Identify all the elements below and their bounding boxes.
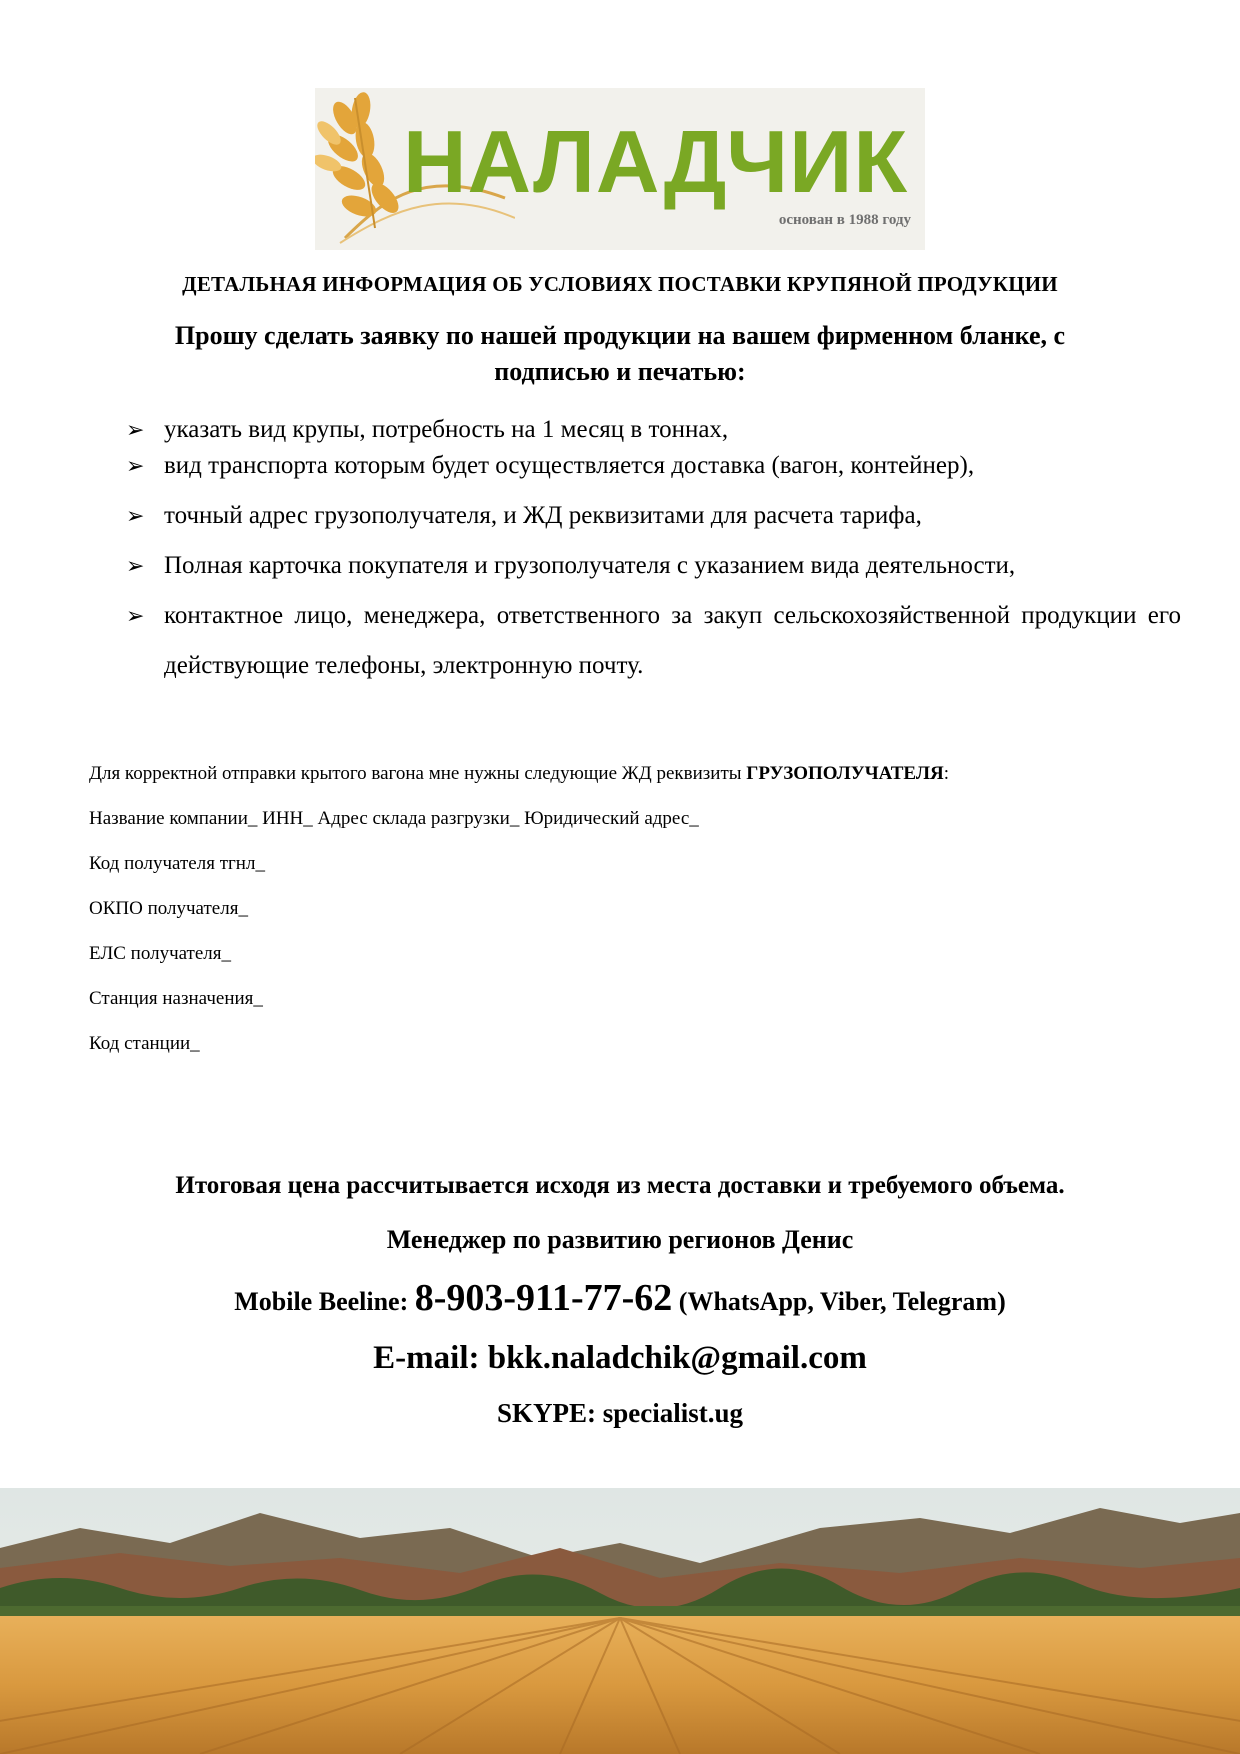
requisites-line-els: ЕЛС получателя_ — [89, 943, 232, 964]
wheat-field-photo — [0, 1488, 1240, 1754]
logo-name: НАЛАДЧИК — [403, 112, 909, 211]
requisites-line-okpo: ОКПО получателя_ — [89, 898, 248, 919]
list-item: ➢ Полная карточка покупателя и грузополучателя с указанием вида деятельности, — [126, 541, 1181, 591]
skype-contact[interactable]: SKYPE: specialist.ug — [496, 1398, 744, 1428]
arrow-bullet-icon: ➢ — [126, 417, 145, 442]
request-heading: Прошу сделать заявку по нашей продукции на вашем фирменном бланке, с подписью и печатью: — [174, 321, 1066, 386]
arrow-bullet-icon: ➢ — [126, 453, 145, 478]
arrow-bullet-icon: ➢ — [126, 603, 145, 628]
price-note: Итоговая цена рассчитывается исходя из места доставки и требуемого объема. — [175, 1172, 1065, 1199]
requisites-line-company: Название компании_ ИНН_ Адрес склада разгрузки_ Юридический адрес_ — [89, 808, 699, 829]
manager-name: Менеджер по развитию регионов Денис — [386, 1225, 854, 1254]
requisites-line-station-code: Код станции_ — [89, 1033, 200, 1054]
list-item: ➢ указать вид крупы, потребность на 1 месяц в тоннах, — [126, 405, 1181, 455]
list-item: ➢ контактное лицо, менеджера, ответственного за закуп сельскохозяйственной продукции его действующие телефоны, электронную почту. — [126, 591, 1181, 691]
arrow-bullet-icon: ➢ — [126, 503, 145, 528]
requisites-line-station: Станция назначения_ — [89, 988, 263, 1009]
page-title: ДЕТАЛЬНАЯ ИНФОРМАЦИЯ ОБ УСЛОВИЯХ ПОСТАВКИ КРУПЯНОЙ ПРОДУКЦИИ — [182, 272, 1058, 296]
arrow-bullet-icon: ➢ — [126, 553, 145, 578]
phone-number[interactable]: 8-903-911-77-62 — [414, 1277, 673, 1319]
requisites-intro: Для корректной отправки крытого вагона мне нужны следующие ЖД реквизиты ГРУЗОПОЛУЧАТЕЛЯ: — [89, 763, 949, 784]
logo-tagline: основан в 1988 году — [778, 212, 911, 228]
list-item: ➢ вид транспорта которым будет осуществляется доставка (вагон, контейнер), — [126, 441, 1181, 491]
company-logo — [315, 88, 925, 250]
phone-line: Mobile Beeline: 8-903-911-77-62 (WhatsApp, Viber, Telegram) — [234, 1277, 1006, 1319]
requisites-line-receiver-code: Код получателя тгнл_ — [89, 853, 265, 874]
list-item: ➢ точный адрес грузополучателя, и ЖД реквизитами для расчета тарифа, — [126, 491, 1181, 541]
email-link[interactable]: E-mail: bkk.naladchik@gmail.com — [373, 1340, 867, 1376]
